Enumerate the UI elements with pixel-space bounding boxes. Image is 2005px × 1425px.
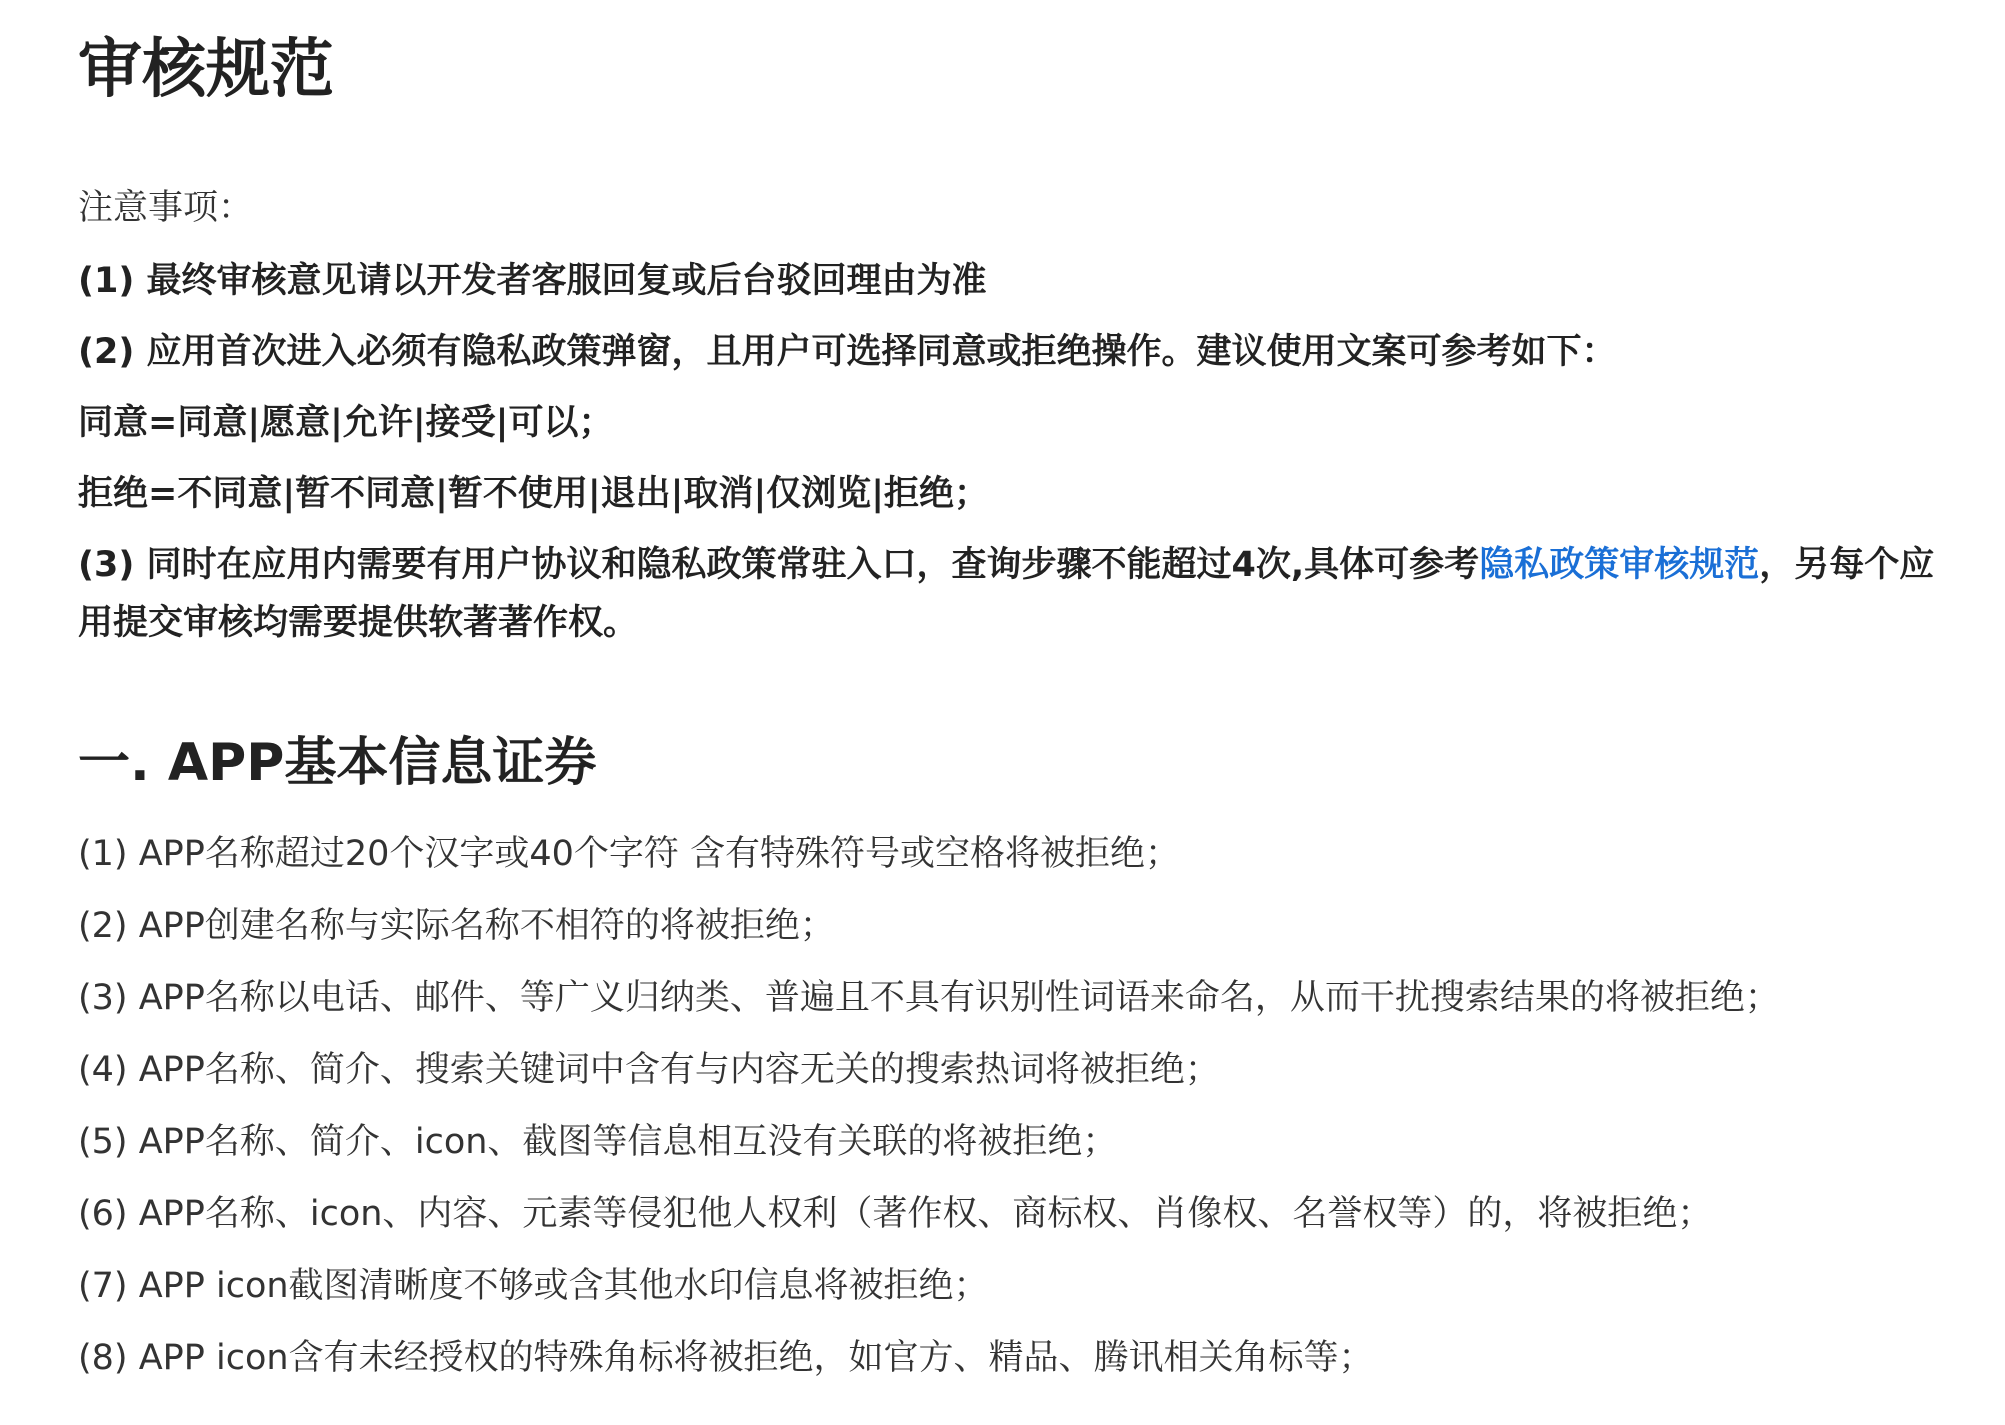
privacy-policy-review-link[interactable]: 隐私政策审核规范	[1479, 545, 1760, 585]
note-reject-wording: 拒绝=不同意|暂不同意|暂不使用|退出|取消|仅浏览|拒绝；	[78, 474, 990, 514]
list-item: (1) APP名称超过20个汉字或40个字符 含有特殊符号或空格将被拒绝；	[78, 834, 1181, 874]
note-item-3	[78, 536, 1938, 652]
note-item-1: (1) 最终审核意见请以开发者客服回复或后台驳回理由为准	[78, 261, 987, 301]
note-item-2: (2) 应用首次进入必须有隐私政策弹窗，且用户可选择同意或拒绝操作。建议使用文案可参考如下：	[78, 332, 1617, 372]
note-item-3-tail: ，另每个应用提交审核均需要提供软著著作权。	[78, 545, 1935, 643]
list-item: (5) APP名称、简介、icon、截图等信息相互没有关联的将被拒绝；	[78, 1122, 1118, 1162]
page-title: 审核规范	[78, 33, 334, 107]
note-agree-wording: 同意=同意|愿意|允许|接受|可以；	[78, 403, 614, 443]
note-item-3-text: (3) 同时在应用内需要有用户协议和隐私政策常驻入口，查询步骤不能超过4次,具体可参考	[78, 545, 1480, 585]
list-item: (2) APP创建名称与实际名称不相符的将被拒绝；	[78, 906, 835, 946]
list-item: (3) APP名称以电话、邮件、等广义归纳类、普遍且不具有识别性词语来命名，从而干扰搜索结果的将被拒绝；	[78, 978, 1780, 1018]
list-item: (6) APP名称、icon、内容、元素等侵犯他人权利（著作权、商标权、肖像权、名誉权等）的，将被拒绝；	[78, 1194, 1713, 1234]
list-item: (4) APP名称、简介、搜索关键词中含有与内容无关的搜索热词将被拒绝；	[78, 1050, 1220, 1090]
app-info-rule-list	[78, 818, 1780, 1394]
notes-label: 注意事项：	[78, 188, 254, 228]
list-item: (7) APP icon截图清晰度不够或含其他水印信息将被拒绝；	[78, 1266, 989, 1306]
list-item: (8) APP icon含有未经授权的特殊角标将被拒绝，如官方、精品、腾讯相关角标等；	[78, 1338, 1374, 1378]
section-title-app-info: 一. APP基本信息证券	[78, 733, 597, 793]
